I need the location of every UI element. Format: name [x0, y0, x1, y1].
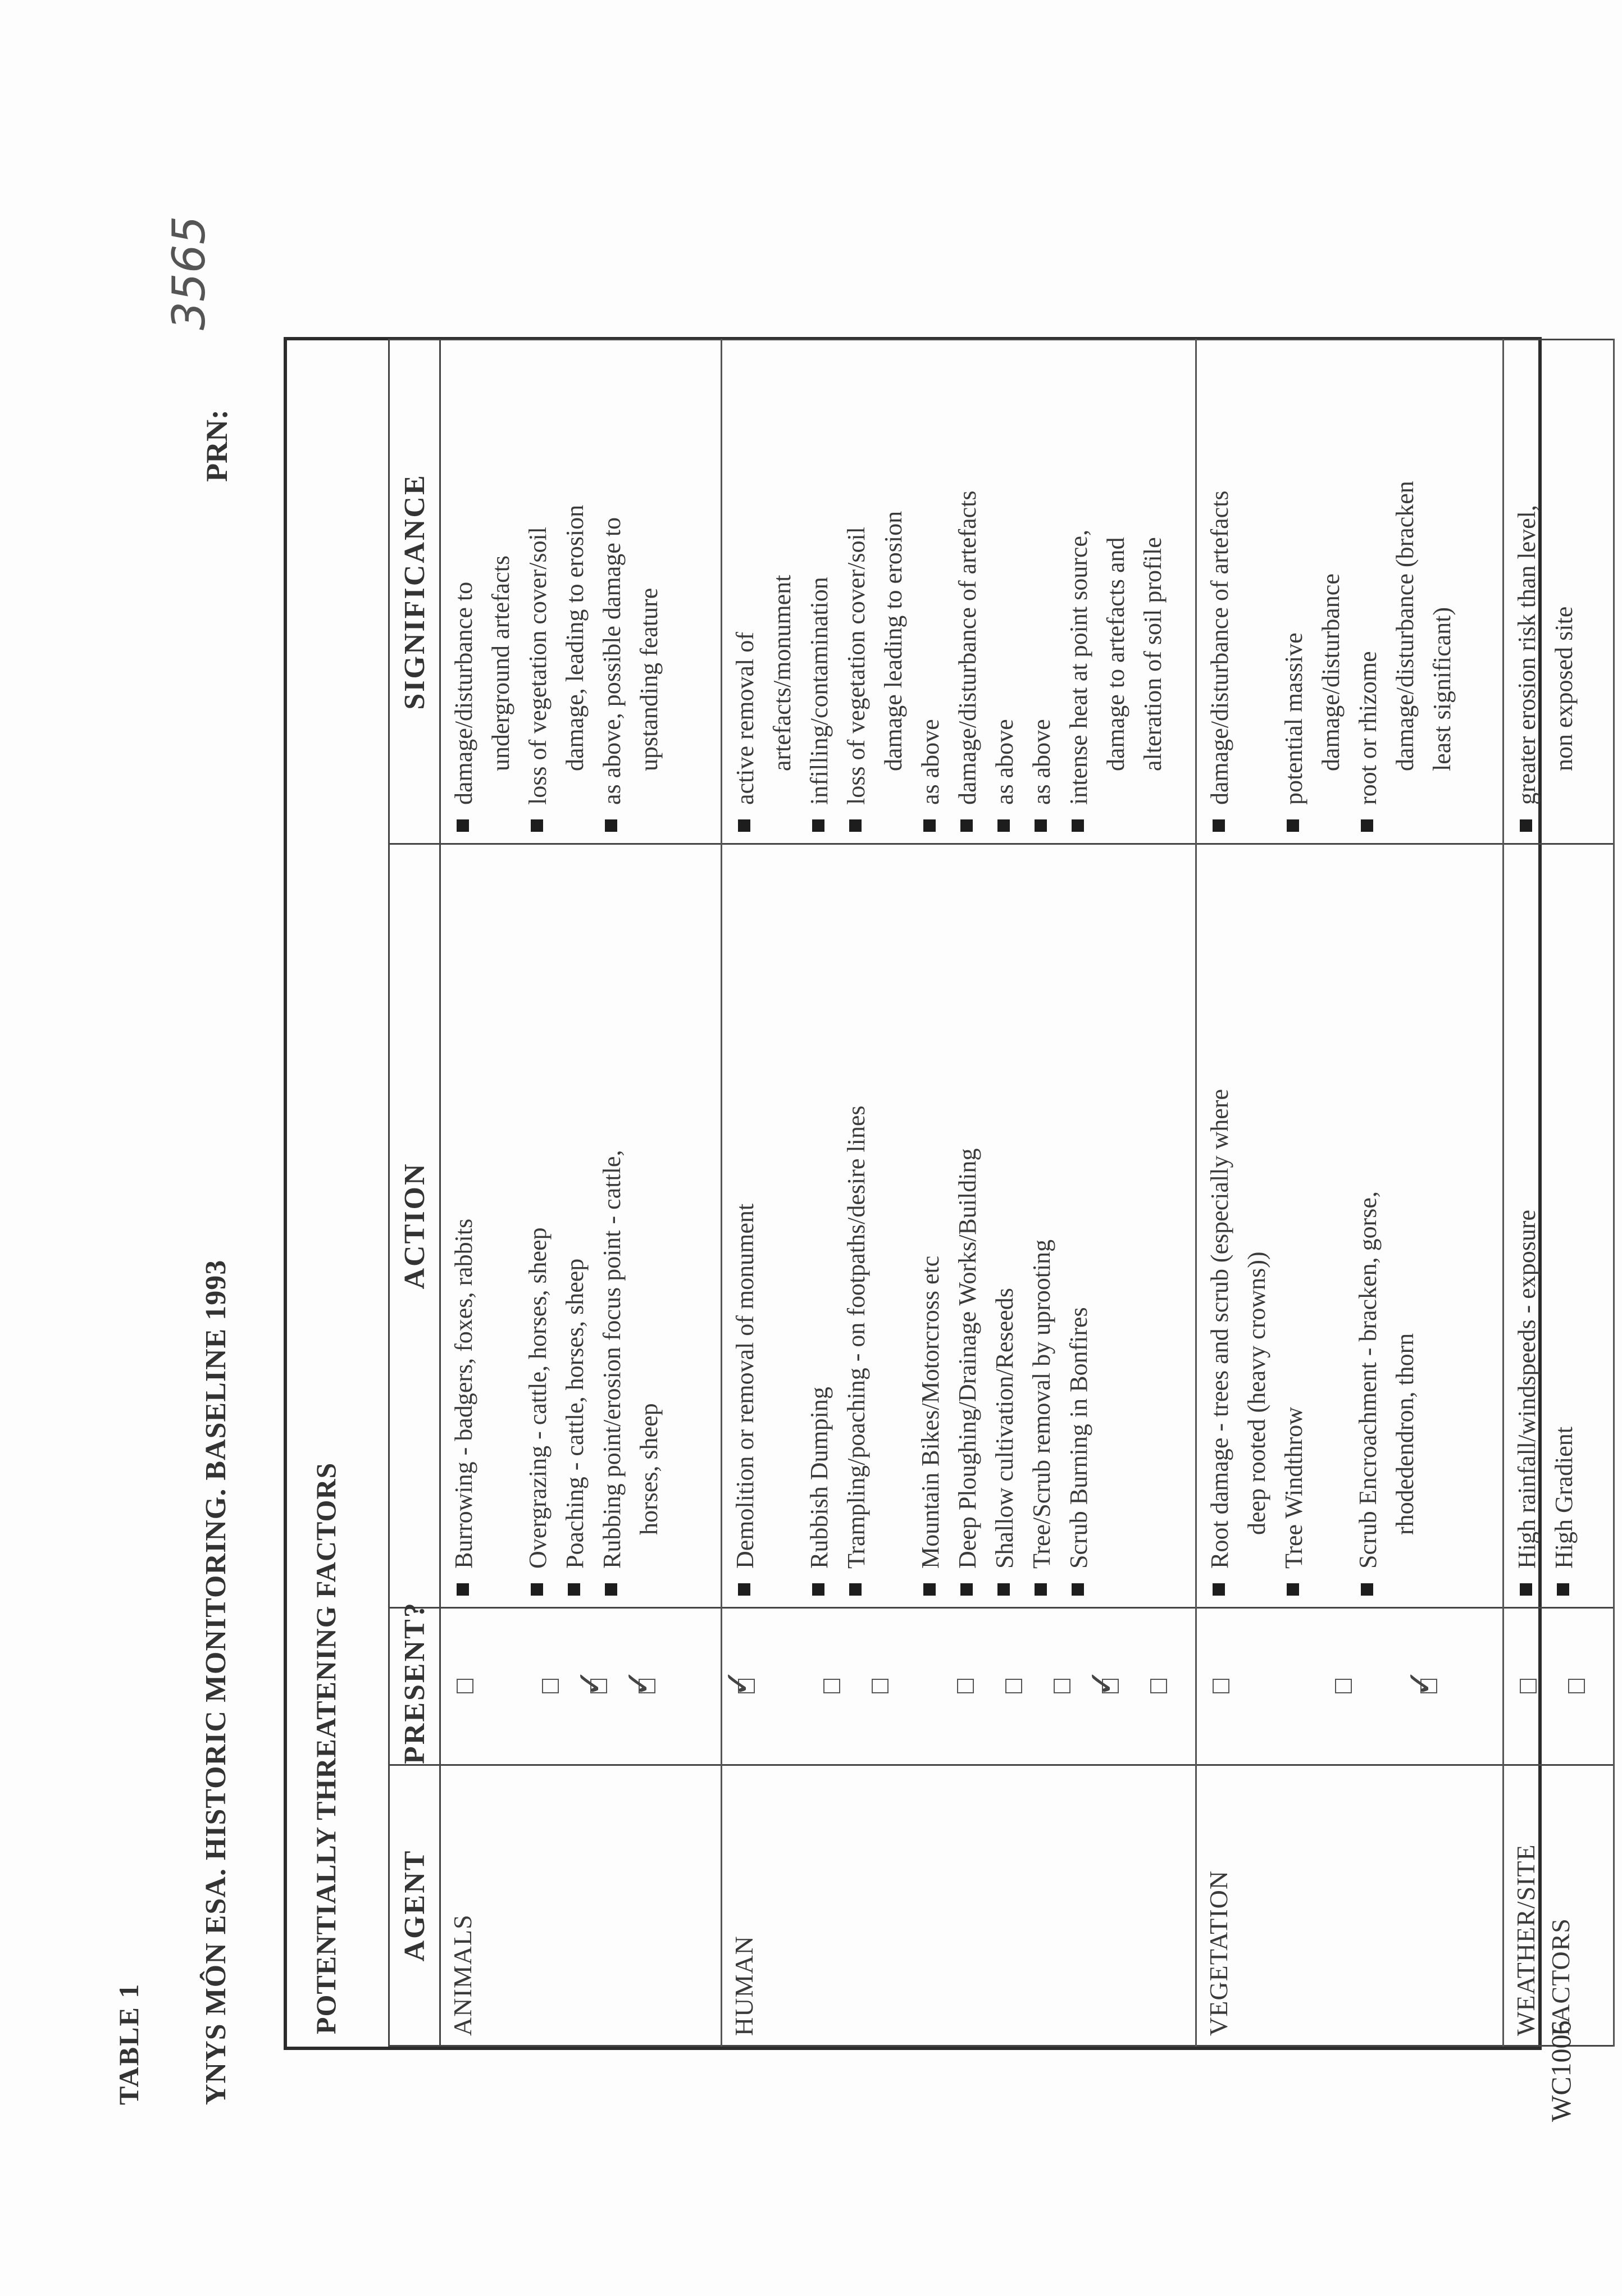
checkbox-ticked[interactable]: [1420, 1679, 1437, 1694]
present-slot: [1335, 1618, 1372, 1755]
significance-item: [949, 349, 986, 834]
square-bullet-icon: [1557, 1583, 1569, 1596]
significance-item: [1350, 349, 1461, 834]
square-bullet-icon: [1287, 1583, 1299, 1596]
present-slot: [1520, 1618, 1557, 1755]
square-bullet-icon: [923, 1583, 936, 1596]
significance-text: underground artefacts: [487, 555, 514, 771]
square-bullet-icon: [568, 1583, 580, 1596]
action-text: Deep Ploughing/Drainage Works/Building: [954, 1148, 981, 1569]
square-bullet-icon: [1072, 1583, 1084, 1596]
square-bullet-icon: [1213, 1583, 1225, 1596]
significance-text: potential massive: [1280, 632, 1307, 805]
action-text: High rainfall/windspeeds - exposure: [1513, 1209, 1541, 1569]
square-bullet-icon: [923, 819, 936, 832]
significance-item: [1060, 349, 1172, 834]
spacer: [482, 854, 520, 1598]
square-bullet-icon: [605, 819, 617, 832]
action-cell: [1503, 844, 1614, 1608]
action-item: [1060, 854, 1097, 1598]
significance-text: intense heat at point source,: [1065, 530, 1092, 805]
significance-item: [986, 349, 1023, 834]
significance-text: damage/disturbance (bracken: [1391, 481, 1419, 771]
square-bullet-icon: [1361, 819, 1373, 832]
present-slot: [738, 1618, 775, 1755]
square-bullet-icon: [1035, 1583, 1047, 1596]
present-cell: [722, 1608, 1196, 1765]
action-item: [727, 854, 764, 1598]
document-title: YNYS MÔN ESA. HISTORIC MONITORING. BASELINE 1993: [200, 1259, 232, 2105]
action-text: Trampling/poaching - on footpaths/desire lines: [842, 1105, 870, 1569]
spacer: [875, 854, 912, 1598]
threatening-factors-table-frame: [284, 337, 1578, 2050]
square-bullet-icon: [1213, 819, 1225, 832]
action-item: [594, 854, 668, 1598]
significance-text: alteration of soil profile: [1139, 537, 1167, 771]
present-slot: [1005, 1618, 1042, 1755]
action-text: Tree/Scrub removal by uprooting: [1028, 1239, 1055, 1569]
checkbox-ticked[interactable]: [1102, 1679, 1119, 1694]
action-item: [949, 854, 986, 1598]
significance-item: [1275, 349, 1350, 834]
prn-label: PRN:: [200, 409, 234, 482]
checkbox-empty[interactable]: [1005, 1679, 1022, 1694]
spacer: [1287, 1618, 1324, 1755]
significance-text: artefacts/monument: [768, 575, 796, 771]
action-text: rhodedendron, thorn: [1391, 1333, 1419, 1535]
checkbox-empty[interactable]: [1335, 1679, 1352, 1694]
significance-text: damage to artefacts and: [1102, 537, 1129, 771]
checkbox-empty[interactable]: [1520, 1679, 1537, 1694]
action-cell: [440, 844, 722, 1608]
action-text: Demolition or removal of monument: [731, 1203, 759, 1569]
spacer: [775, 1618, 812, 1755]
action-text: Rubbish Dumping: [805, 1387, 833, 1569]
present-slot: [872, 1618, 909, 1755]
significance-text: as above: [1028, 719, 1055, 805]
square-bullet-icon: [812, 819, 824, 832]
significance-item: [801, 349, 838, 834]
table-label: TABLE 1: [113, 1983, 144, 2105]
square-bullet-icon: [1520, 819, 1532, 832]
action-text: horses, sheep: [635, 1403, 663, 1535]
significance-text: damage, leading to erosion: [561, 504, 589, 771]
checkbox-empty[interactable]: [872, 1679, 889, 1694]
present-slot: [1420, 1618, 1495, 1755]
significance-item: [1023, 349, 1060, 834]
action-item: [1023, 854, 1060, 1598]
spacer: [1238, 349, 1275, 834]
action-text: Mountain Bikes/Motorcross etc: [917, 1255, 944, 1569]
table-row: [1503, 340, 1614, 2046]
checkbox-empty[interactable]: [457, 1679, 473, 1694]
significance-item: [1201, 349, 1238, 834]
present-cell: [1503, 1608, 1614, 1765]
checkbox-ticked[interactable]: [639, 1679, 655, 1694]
agent-cell: [1196, 1765, 1503, 2046]
checkbox-empty[interactable]: [1568, 1679, 1585, 1694]
action-item: [986, 854, 1023, 1598]
present-slot: [1150, 1618, 1187, 1755]
action-item: [1350, 854, 1424, 1598]
significance-text: damage/disturbance of artefacts: [1206, 490, 1233, 805]
table-header-row: [389, 340, 440, 2046]
spacer: [494, 1618, 531, 1755]
agent-label: FACTORS: [1546, 1918, 1575, 2036]
square-bullet-icon: [1361, 1583, 1373, 1596]
square-bullet-icon: [997, 819, 1010, 832]
action-text: High Gradient: [1550, 1427, 1578, 1569]
action-text: Root damage - trees and scrub (especially where: [1206, 1089, 1233, 1569]
present-slot: [1213, 1618, 1287, 1755]
action-cell: [722, 844, 1196, 1608]
column-header-significance: SIGNIFICANCE: [389, 340, 440, 844]
square-bullet-icon: [1287, 819, 1299, 832]
table-row: [1196, 340, 1503, 2046]
spacer: [764, 854, 801, 1598]
action-item: [1509, 854, 1546, 1598]
present-cell: [440, 1608, 722, 1765]
significance-text: damage/disturbance to: [450, 581, 477, 805]
significance-text: infilling/contamination: [805, 577, 833, 805]
significance-text: non exposed site: [1550, 606, 1578, 771]
action-text: Scrub Burning in Bonfires: [1065, 1307, 1092, 1569]
square-bullet-icon: [1520, 1583, 1532, 1596]
action-item: [838, 854, 875, 1598]
action-text: Overgrazing - cattle, horses, sheep: [524, 1227, 552, 1569]
square-bullet-icon: [812, 1583, 824, 1596]
significance-cell: [1503, 340, 1614, 844]
significance-item: [445, 349, 520, 834]
agent-cell: [440, 1765, 722, 2046]
action-item: [557, 854, 594, 1598]
spacer: [1313, 854, 1350, 1598]
checkbox-empty[interactable]: [1213, 1679, 1229, 1694]
action-item: [520, 854, 557, 1598]
significance-text: as above: [991, 719, 1018, 805]
present-slot: [823, 1618, 860, 1755]
action-cell: [1196, 844, 1503, 1608]
action-text: Poaching - cattle, horses, sheep: [561, 1258, 589, 1569]
significance-item: [727, 349, 801, 834]
column-header-action: ACTION: [389, 844, 440, 1608]
column-header-agent: AGENT: [389, 1765, 440, 2046]
present-slot: [1568, 1618, 1605, 1755]
square-bullet-icon: [960, 819, 973, 832]
square-bullet-icon: [997, 1583, 1010, 1596]
action-text: Rubbing point/erosion focus point - cattle,: [598, 1150, 626, 1569]
square-bullet-icon: [457, 819, 469, 832]
significance-text: as above: [917, 719, 944, 805]
agent-cell: [1503, 1765, 1614, 2046]
action-text: Tree Windthrow: [1280, 1407, 1307, 1569]
significance-text: as above, possible damage to: [598, 517, 626, 805]
significance-text: loss of vegetation cover/soil: [524, 527, 552, 805]
action-item: [445, 854, 482, 1598]
square-bullet-icon: [849, 819, 862, 832]
checkbox-empty[interactable]: [1150, 1679, 1167, 1694]
significance-cell: [722, 340, 1196, 844]
action-item: [912, 854, 949, 1598]
significance-text: damage/disturbance: [1317, 573, 1345, 771]
table-caption: POTENTIALLY THREATENING FACTORS: [310, 1462, 341, 2034]
agent-label: ANIMALS: [448, 1914, 477, 2036]
present-cell: [1196, 1608, 1503, 1765]
spacer: [909, 1618, 946, 1755]
action-item: [1201, 854, 1275, 1598]
table-body: [440, 340, 1614, 2046]
square-bullet-icon: [457, 1583, 469, 1596]
table-row: [722, 340, 1196, 2046]
significance-cell: [1196, 340, 1503, 844]
agent-label: WEATHER/SITE: [1511, 1844, 1540, 2036]
square-bullet-icon: [960, 1583, 973, 1596]
agent-cell: [722, 1765, 1196, 2046]
square-bullet-icon: [531, 1583, 543, 1596]
action-text: deep rooted (heavy crowns)): [1243, 1251, 1270, 1535]
significance-cell: [440, 340, 722, 844]
present-slot: [957, 1618, 994, 1755]
significance-text: active removal of: [731, 632, 759, 805]
significance-text: damage leading to erosion: [880, 511, 907, 771]
square-bullet-icon: [531, 819, 543, 832]
significance-item: [594, 349, 668, 834]
threatening-factors-table: [388, 339, 1615, 2047]
prn-handwritten-value: 3565: [163, 216, 215, 330]
square-bullet-icon: [738, 1583, 750, 1596]
square-bullet-icon: [1072, 819, 1084, 832]
checkbox-empty[interactable]: [823, 1679, 840, 1694]
square-bullet-icon: [605, 1583, 617, 1596]
square-bullet-icon: [849, 1583, 862, 1596]
significance-item: [1509, 349, 1583, 834]
significance-text: damage/disturbance of artefacts: [954, 490, 981, 805]
significance-item: [838, 349, 912, 834]
checkbox-empty[interactable]: [957, 1679, 974, 1694]
significance-item: [520, 349, 594, 834]
checkbox-ticked[interactable]: [590, 1679, 607, 1694]
present-slot: [457, 1618, 494, 1755]
action-text: Burrowing - badgers, foxes, rabbits: [450, 1218, 477, 1569]
square-bullet-icon: [1035, 819, 1047, 832]
action-item: [1275, 854, 1313, 1598]
significance-text: loss of vegetation cover/soil: [842, 527, 870, 805]
action-text: Shallow cultivation/Reseeds: [991, 1288, 1018, 1569]
footer-code: WC1006: [1545, 2020, 1577, 2122]
action-text: Scrub Encroachment - bracken, gorse,: [1354, 1191, 1382, 1569]
checkbox-empty[interactable]: [542, 1679, 559, 1694]
action-item: [1546, 854, 1583, 1598]
action-item: [801, 854, 838, 1598]
significance-text: greater erosion risk than level,: [1513, 505, 1541, 805]
significance-item: [912, 349, 949, 834]
present-slot: [639, 1618, 713, 1755]
present-slot: [1102, 1618, 1139, 1755]
checkbox-empty[interactable]: [1054, 1679, 1070, 1694]
significance-text: least significant): [1428, 607, 1456, 771]
agent-label: HUMAN: [730, 1935, 758, 2036]
agent-label: VEGETATION: [1204, 1870, 1233, 2036]
checkbox-ticked[interactable]: [738, 1679, 755, 1694]
table-row: [440, 340, 722, 2046]
square-bullet-icon: [738, 819, 750, 832]
significance-text: upstanding feature: [635, 587, 663, 771]
significance-text: root or rhizome: [1354, 651, 1382, 805]
column-header-present: PRESENT?: [389, 1608, 440, 1765]
